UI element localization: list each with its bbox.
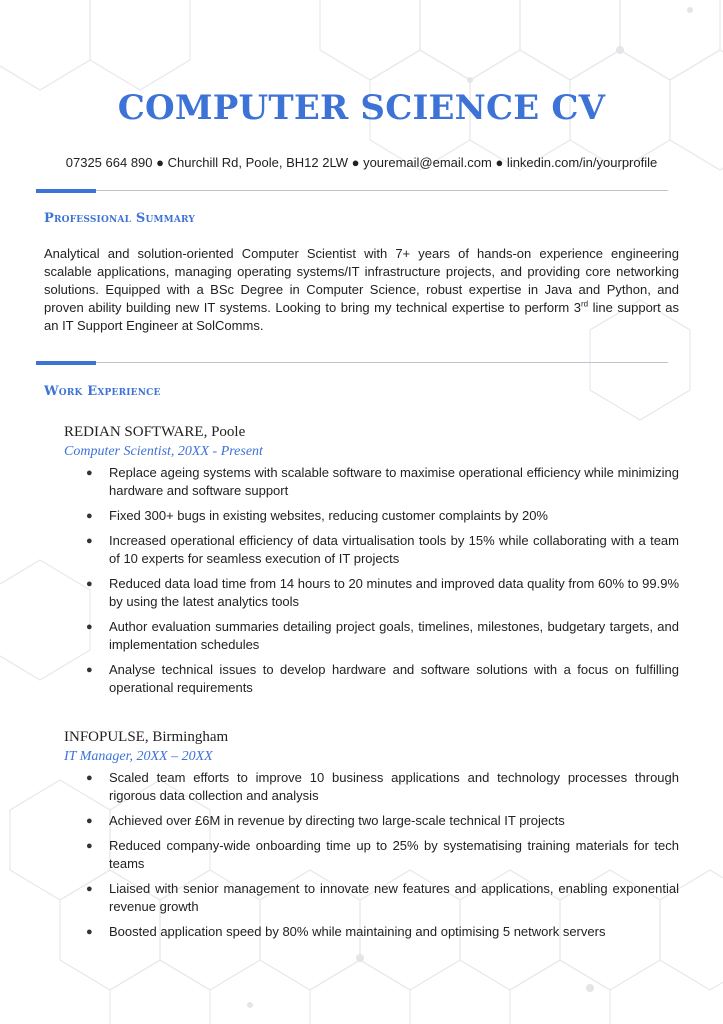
job-bullet-list: [82, 769, 679, 948]
summary-text-part2: line support as an IT Support Engineer at SolComms.: [44, 300, 679, 333]
job-bullet: ● Reduced company-wide onboarding time up to 25% by systematising training materials for tech teams: [82, 837, 679, 873]
summary-text-part1: Analytical and solution-oriented Computer Scientist with 7+ years of hands-on experience engineering scalable applications, managing operating systems/IT infrastructure projects, and providing core networking solutions. Equipped with a BSc Degree in Computer Science, robust expertise in Java and Python, and proven ability building new IT systems. Looking to bring my technical expertise to perform 3: [44, 246, 679, 315]
professional-summary-heading: Professional Summary: [44, 211, 196, 226]
job-bullet: ● Analyse technical issues to develop hardware and software solutions with a focus on fulfilling operational requirements: [82, 661, 679, 697]
job-bullet: ● Scaled team efforts to improve 10 business applications and technology processes through rigorous data collection and analysis: [82, 769, 679, 805]
job-company: REDIAN SOFTWARE, Poole: [64, 424, 246, 440]
job-bullet: ● Fixed 300+ bugs in existing websites, reducing customer complaints by 20%: [82, 507, 679, 525]
job-bullet: ● Boosted application speed by 80% while maintaining and optimising 5 network servers: [82, 923, 679, 941]
cv-title: COMPUTER SCIENCE CV: [117, 88, 606, 128]
job-role: IT Manager, 20XX – 20XX: [64, 749, 213, 764]
contact-line: 07325 664 890 ● Churchill Rd, Poole, BH12 2LW ● youremail@email.com ● linkedin.com/in/yourprofile: [65, 155, 658, 170]
job-role: Computer Scientist, 20XX - Present: [64, 444, 263, 459]
job-bullet-list: [82, 464, 679, 704]
job-company: INFOPULSE, Birmingham: [64, 729, 229, 745]
job-bullet: ● Increased operational efficiency of data virtualisation tools by 15% while collaborating with a team of 10 experts for seamless execution of IT projects: [82, 532, 679, 568]
job-bullet: ● Replace ageing systems with scalable software to maximise operational efficiency while minimizing hardware and software support: [82, 464, 679, 500]
section-divider: [36, 190, 668, 191]
job-bullet: ● Author evaluation summaries detailing project goals, timelines, milestones, budgetary targets, and implementation schedules: [82, 618, 679, 654]
summary-superscript: rd: [580, 299, 589, 309]
divider-accent: [36, 189, 96, 193]
job-bullet: ● Liaised with senior management to innovate new features and applications, enabling exponential revenue growth: [82, 880, 679, 916]
section-divider: [36, 362, 668, 363]
work-experience-heading: Work Experience: [44, 384, 161, 399]
job-bullet: ● Reduced data load time from 14 hours to 20 minutes and improved data quality from 60% to 99.9% by using the latest analytics tools: [82, 575, 679, 611]
professional-summary-text: [44, 245, 679, 335]
job-bullet: ● Achieved over £6M in revenue by directing two large-scale technical IT projects: [82, 812, 679, 830]
divider-accent: [36, 361, 96, 365]
